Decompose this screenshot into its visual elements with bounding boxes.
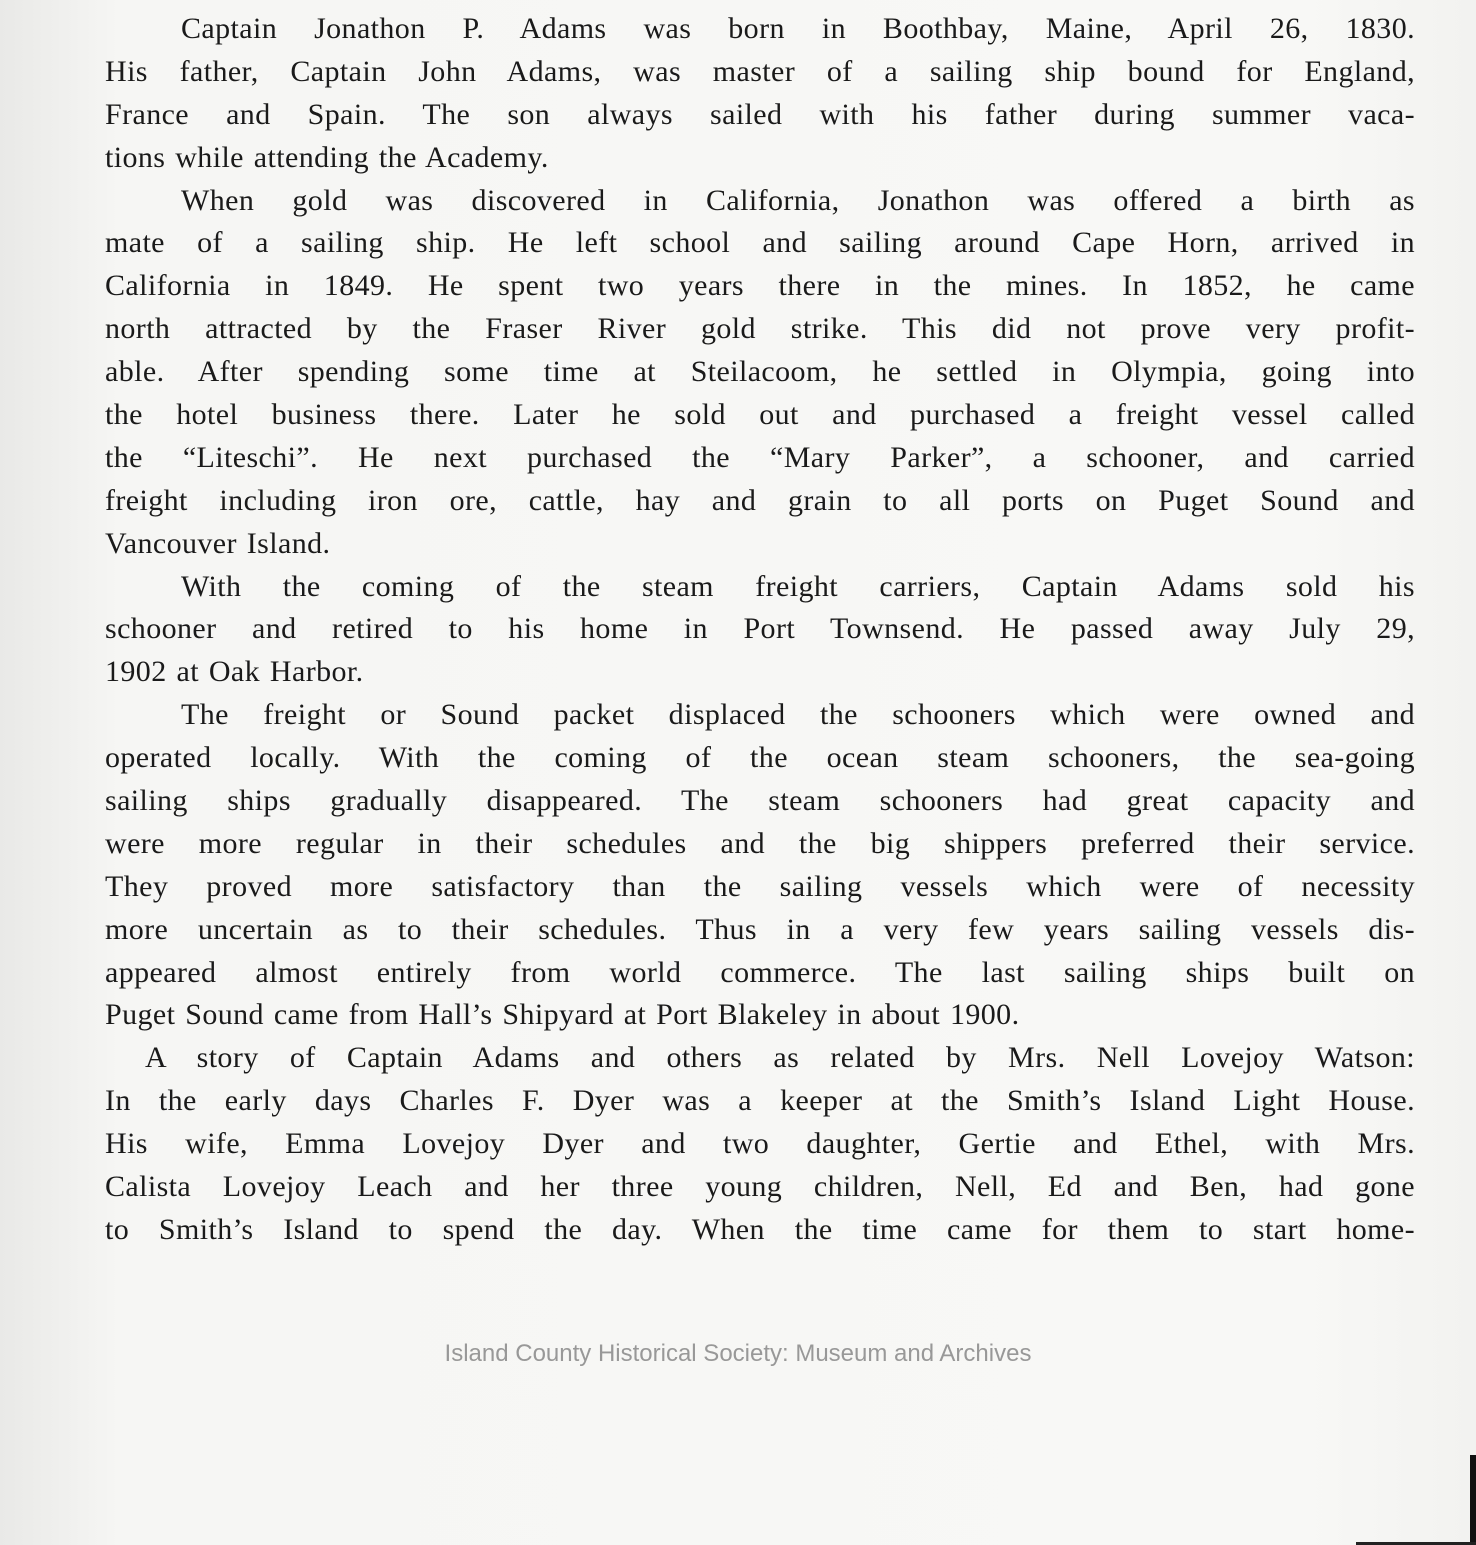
text-line: Puget Sound came from Hall’s Shipyard at Port Blakeley in about 1900.	[105, 998, 1020, 1032]
text-line: the hotel business there. Later he sold out and purchased a freight vessel called	[105, 398, 1415, 432]
watermark: Island County Historical Society: Museum and Archives	[444, 1340, 1032, 1367]
text-line: With the coming of the steam freight carriers, Captain Adams sold his	[181, 569, 1415, 603]
text-line: They proved more satisfactory than the sailing vessels which were of necessity	[105, 869, 1415, 903]
text-line: tions while attending the Academy.	[105, 140, 549, 174]
text-line: France and Spain. The son always sailed with his father during summer vaca-	[105, 97, 1415, 131]
text-line: When gold was discovered in California, Jonathon was offered a birth as	[181, 183, 1415, 217]
text-line: were more regular in their schedules and the big shippers preferred their service.	[105, 826, 1415, 860]
text-line: schooner and retired to his home in Port Townsend. He passed away July 29,	[105, 612, 1415, 646]
text-line: the “Liteschi”. He next purchased the “Mary Parker”, a schooner, and carried	[105, 440, 1415, 474]
text-line: The freight or Sound packet displaced the schooners which were owned and	[181, 698, 1415, 732]
text-line: operated locally. With the coming of the ocean steam schooners, the sea-going	[105, 741, 1415, 775]
text-line: mate of a sailing ship. He left school and sailing around Cape Horn, arrived in	[105, 226, 1415, 260]
text-line: California in 1849. He spent two years there in the mines. In 1852, he came	[105, 269, 1415, 303]
text-line: Vancouver Island.	[105, 526, 331, 560]
body-text	[105, 8, 1415, 1252]
text-line: Calista Lovejoy Leach and her three young children, Nell, Ed and Ben, had gone	[105, 1170, 1415, 1204]
text-line: able. After spending some time at Steilacoom, he settled in Olympia, going into	[105, 355, 1415, 389]
text-line: north attracted by the Fraser River gold strike. This did not prove very profit-	[105, 312, 1415, 346]
text-line: appeared almost entirely from world commerce. The last sailing ships built on	[105, 955, 1415, 989]
text-line: Captain Jonathon P. Adams was born in Boothbay, Maine, April 26, 1830.	[181, 12, 1415, 45]
text-line: to Smith’s Island to spend the day. When the time came for them to start home-	[105, 1212, 1415, 1246]
text-line: sailing ships gradually disappeared. The steam schooners had great capacity and	[105, 784, 1415, 818]
text-line: 1902 at Oak Harbor.	[105, 655, 364, 689]
text-line: A story of Captain Adams and others as related by Mrs. Nell Lovejoy Watson:	[145, 1041, 1415, 1075]
text-line: more uncertain as to their schedules. Thus in a very few years sailing vessels dis-	[105, 912, 1415, 946]
text-line: His father, Captain John Adams, was master of a sailing ship bound for England,	[105, 54, 1415, 88]
text-line: freight including iron ore, cattle, hay and grain to all ports on Puget Sound and	[105, 483, 1415, 517]
page-edge-shadow	[1470, 1455, 1476, 1545]
text-line: In the early days Charles F. Dyer was a keeper at the Smith’s Island Light House.	[105, 1084, 1415, 1118]
text-line: His wife, Emma Lovejoy Dyer and two daughter, Gertie and Ethel, with Mrs.	[105, 1127, 1415, 1161]
